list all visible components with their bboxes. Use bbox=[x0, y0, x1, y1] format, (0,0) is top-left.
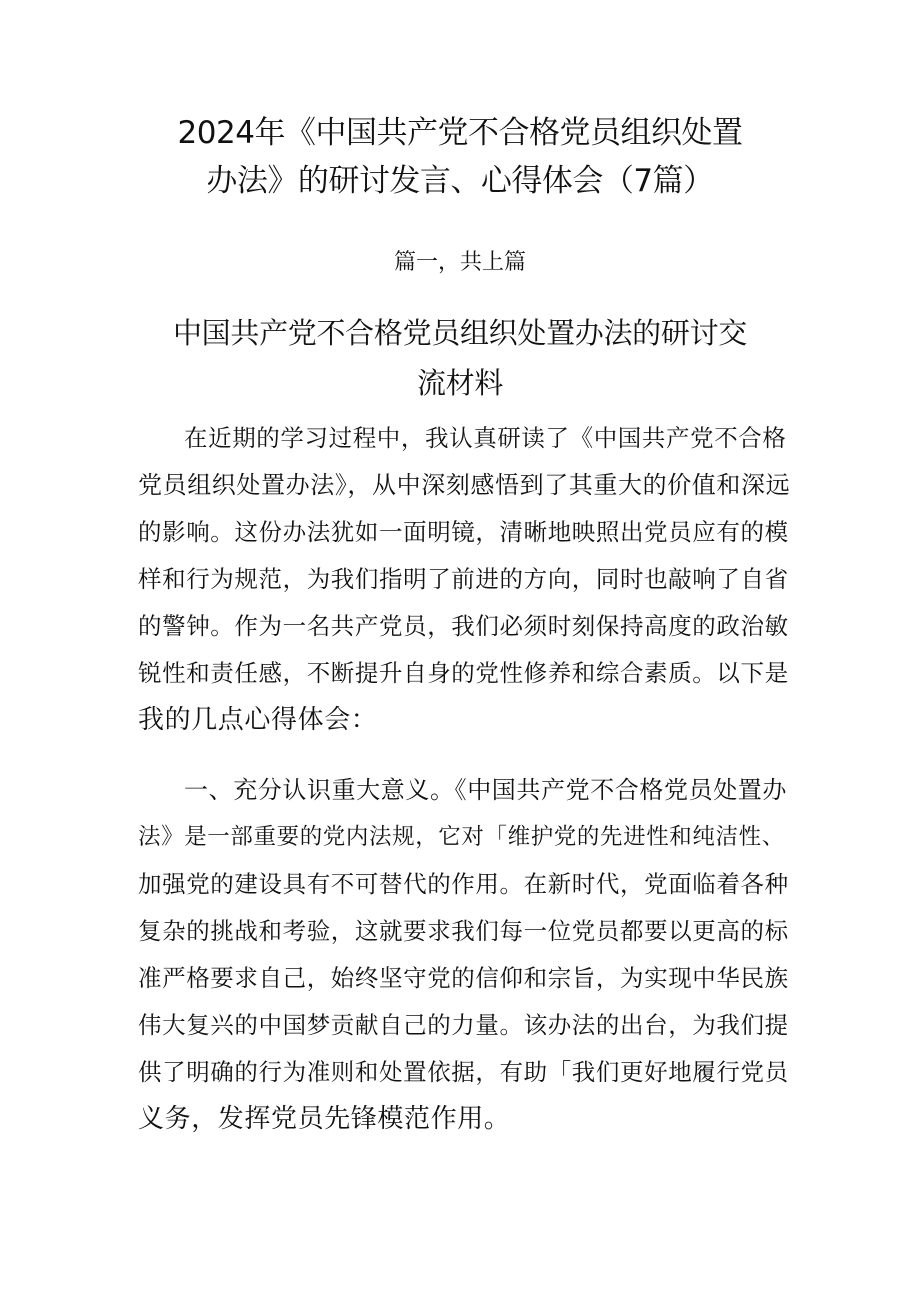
document-title-line-2: 办法》的研讨发言、心得体会（7篇） bbox=[206, 163, 714, 199]
paragraph-line: 的影响。这份办法犹如一面明镜，清晰地映照出党员应有的模 bbox=[138, 518, 789, 546]
paragraph-line: 党员组织处置办法》，从中深刻感悟到了其重大的价值和深远 bbox=[138, 471, 791, 499]
paragraph-line: 义务，发挥党员先锋模范作用。 bbox=[138, 1104, 511, 1134]
section-label: 篇一，共上篇 bbox=[393, 250, 526, 275]
paragraph-line: 我的几点心得体会： bbox=[138, 705, 378, 735]
paragraph-line: 一、充分认识重大意义。《中国共产党不合格党员处置办 bbox=[184, 776, 787, 804]
paragraph-line: 锐性和责任感，不断提升自身的党性修养和综合素质。以下是 bbox=[138, 659, 789, 687]
paragraph-line: 复杂的挑战和考验，这就要求我们每一位党员都要以更高的标 bbox=[138, 917, 789, 945]
document-title-line-1: 2024年《中国共产党不合格党员组织处置 bbox=[177, 115, 743, 151]
paragraph-line: 供了明确的行为准则和处置依据，有助「我们更好地履行党员 bbox=[138, 1058, 789, 1086]
paragraph-line: 准严格要求自己，始终坚守党的信仰和宗旨，为实现中华民族 bbox=[138, 964, 789, 992]
paragraph-line: 法》是一部重要的党内法规，它对「维护党的先进性和纯洁性、 bbox=[138, 824, 785, 850]
paragraph-line: 样和行为规范，为我们指明了前进的方向，同时也敲响了自省 bbox=[138, 565, 789, 593]
article-title-line-2: 流材料 bbox=[416, 366, 504, 400]
paragraph-line: 加强党的建设具有不可替代的作用。在新时代，党面临着各种 bbox=[138, 870, 789, 898]
paragraph-line: 在近期的学习过程中，我认真研读了《中国共产党不合格 bbox=[184, 424, 787, 452]
paragraph-line: 的警钟。作为一名共产党员，我们必须时刻保持高度的政治敏 bbox=[138, 612, 789, 640]
article-title-line-1: 中国共产党不合格党员组织处置办法的研讨交 bbox=[172, 316, 747, 350]
paragraph-line: 伟大复兴的中国梦贡献自己的力量。该办法的出台，为我们提 bbox=[138, 1011, 789, 1039]
